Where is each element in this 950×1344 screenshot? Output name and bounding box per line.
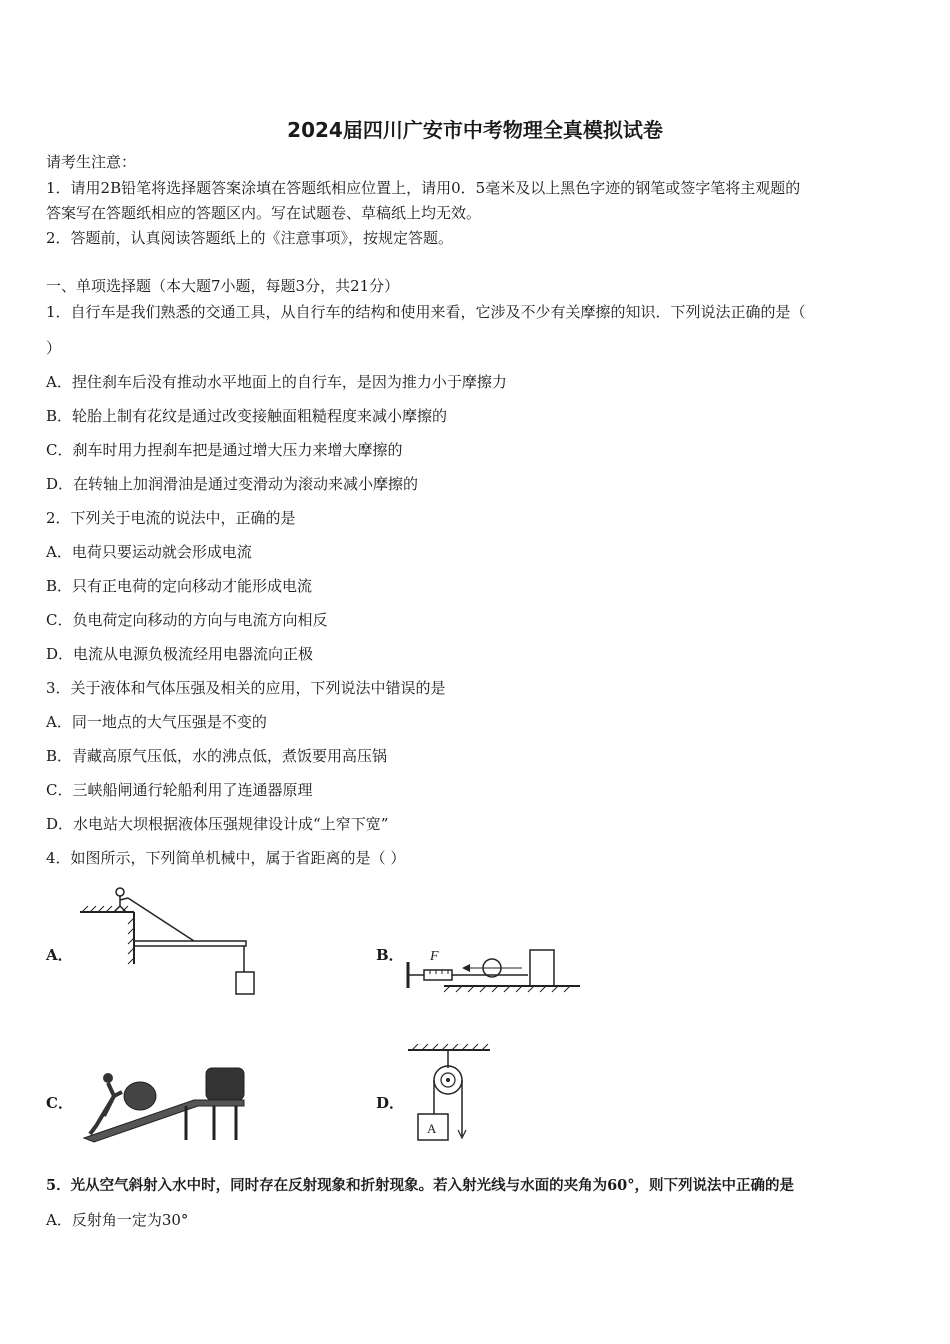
q1-stem: 1．自行车是我们熟悉的交通工具，从自行车的结构和使用来看，它涉及不少有关摩擦的知识．下列说法正确的是（ [46,303,806,321]
fig-b-label: B． [376,946,404,964]
q3-stem: 3．关于液体和气体压强及相关的应用，下列说法中错误的是 [46,679,446,697]
q1-stem-end: ） [46,339,62,357]
notice-item-2: 2．答题前，认真阅读答题纸上的《注意事项》，按规定答题。 [46,229,454,247]
q2-option-d: D．电流从电源负极流经用电器流向正极 [46,645,314,663]
fig-a-lever-diagram [76,878,266,1000]
fig-c-inclined-plane-diagram [74,1060,254,1144]
q3-option-b: B．青藏高原气压低，水的沸点低，煮饭要用高压锅 [46,747,388,765]
fig-a-label: A． [46,946,73,964]
q2-stem: 2．下列关于电流的说法中，正确的是 [46,509,296,527]
fig-d-block-label: A [427,1121,437,1136]
q3-option-a: A．同一地点的大气压强是不变的 [46,713,267,731]
q2-option-b: B．只有正电荷的定向移动才能形成电流 [46,577,313,595]
q5-stem: 5．光从空气斜射入水中时，同时存在反射现象和折射现象。若入射光线与水面的夹角为60°，则下列说法中正确的是 [46,1177,795,1194]
q2-option-a: A．电荷只要运动就会形成电流 [46,543,252,561]
notice-item-1: 1．请用2B铅笔将选择题答案涂填在答题纸相应位置上，请用0．5毫米及以上黑色字迹的钢笔或签字笔将主观题的 [46,179,801,197]
q1-option-d: D．在转轴上加润滑油是通过变滑动为滚动来减小摩擦的 [46,475,419,493]
notice-item-1-cont: 答案写在答题纸相应的答题区内。写在试题卷、草稿纸上均无效。 [46,204,482,222]
notice-heading: 请考生注意： [46,153,137,171]
fig-d-pulley-diagram [404,1044,494,1144]
q3-option-c: C．三峡船闸通行轮船利用了连通器原理 [46,781,313,799]
q3-option-d: D．水电站大坝根据液体压强规律设计成“上窄下宽” [46,815,389,833]
q1-option-a: A．捏住刹车后没有推动水平地面上的自行车，是因为推力小于摩擦力 [46,373,507,391]
q4-stem: 4．如图所示，下列简单机械中，属于省距离的是（ ） [46,849,406,867]
q1-option-c: C．刹车时用力捏刹车把是通过增大压力来增大摩擦的 [46,441,403,459]
section-heading: 一、单项选择题（本大题7小题，每题3分，共21分） [46,277,400,295]
q1-option-b: B．轮胎上制有花纹是通过改变接触面粗糙程度来减小摩擦的 [46,407,448,425]
fig-d-label: D． [376,1094,405,1112]
fig-b-force-label: F [430,949,439,964]
fig-c-label: C． [46,1094,73,1112]
q2-option-c: C．负电荷定向移动的方向与电流方向相反 [46,611,328,629]
page-title: 2024届四川广安市中考物理全真模拟试卷 [287,118,663,142]
fig-b-dynamometer-diagram [404,944,584,1000]
q5-option-a: A．反射角一定为30° [46,1211,189,1229]
